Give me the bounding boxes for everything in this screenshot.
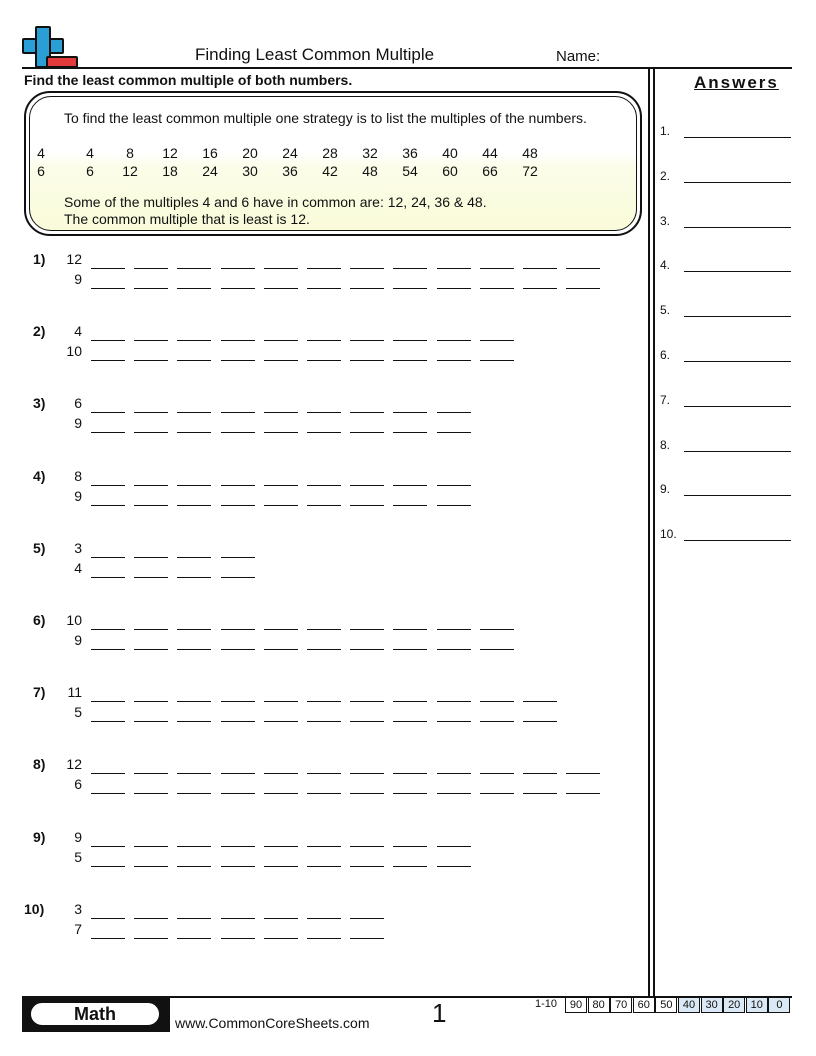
multiple-blank[interactable] [393, 629, 427, 630]
multiple-a: 4 [86, 145, 94, 161]
multiple-a: 40 [442, 145, 458, 161]
multiple-blank[interactable] [177, 866, 211, 867]
multiple-blank[interactable] [264, 793, 298, 794]
multiple-blank[interactable] [221, 505, 255, 506]
multiple-blank[interactable] [264, 340, 298, 341]
multiple-blank[interactable] [264, 701, 298, 702]
problem-value-b: 5 [74, 704, 82, 720]
answer-divider-right [653, 67, 655, 997]
multiple-blank[interactable] [177, 577, 211, 578]
multiple-blank[interactable] [350, 485, 384, 486]
multiple-b: 60 [442, 163, 458, 179]
multiple-blank[interactable] [307, 918, 341, 919]
multiple-blank[interactable] [437, 629, 471, 630]
problem-number: 10) [24, 901, 45, 917]
multiple-blank[interactable] [134, 649, 168, 650]
multiple-blank[interactable] [91, 629, 125, 630]
multiple-blank[interactable] [221, 773, 255, 774]
footer-url: www.CommonCoreSheets.com [175, 1015, 370, 1031]
problem-value-b: 9 [74, 488, 82, 504]
multiple-b: 66 [482, 163, 498, 179]
problem-value-a: 11 [67, 684, 82, 700]
multiple-a: 8 [126, 145, 134, 161]
multiple-blank[interactable] [307, 340, 341, 341]
multiple-blank[interactable] [134, 412, 168, 413]
answer-label: 2. [660, 169, 671, 183]
multiple-blank[interactable] [523, 793, 557, 794]
multiple-blank[interactable] [393, 485, 427, 486]
answer-field[interactable] [684, 316, 791, 317]
multiple-blank[interactable] [221, 577, 255, 578]
score-cell: 30 [701, 997, 723, 1013]
problem-value-b: 9 [74, 415, 82, 431]
problem-value-a: 10 [66, 612, 82, 628]
score-cell: 0 [768, 997, 790, 1013]
header-rule [22, 67, 792, 69]
multiples-row-b [30, 163, 636, 180]
multiple-blank[interactable] [307, 485, 341, 486]
subject-badge: Math [27, 999, 163, 1029]
problem-value-b: 6 [74, 776, 82, 792]
answer-label: 7. [660, 393, 671, 407]
multiple-blank[interactable] [221, 432, 255, 433]
multiple-blank[interactable] [437, 793, 471, 794]
multiple-blank[interactable] [264, 629, 298, 630]
multiple-blank[interactable] [177, 288, 211, 289]
multiple-blank[interactable] [480, 268, 514, 269]
multiple-blank[interactable] [566, 268, 600, 269]
multiple-blank[interactable] [91, 701, 125, 702]
multiple-blank[interactable] [480, 721, 514, 722]
answer-divider-left [648, 67, 650, 997]
multiple-blank[interactable] [91, 268, 125, 269]
answers-heading: Answers [694, 73, 779, 92]
multiple-blank[interactable] [91, 340, 125, 341]
score-range-label: 1-10 [535, 998, 558, 1010]
instructions: Find the least common multiple of both numbers. [24, 72, 353, 88]
multiple-blank[interactable] [437, 721, 471, 722]
multiples-row-a [30, 145, 636, 162]
multiple-blank[interactable] [437, 485, 471, 486]
problem-number: 8) [33, 756, 46, 772]
multiple-blank[interactable] [437, 773, 471, 774]
multiple-blank[interactable] [393, 793, 427, 794]
multiple-blank[interactable] [307, 360, 341, 361]
score-cell: 90 [565, 997, 587, 1013]
multiple-blank[interactable] [350, 432, 384, 433]
multiple-blank[interactable] [264, 866, 298, 867]
multiple-blank[interactable] [350, 701, 384, 702]
example-common: Some of the multiples 4 and 6 have in common are: 12, 24, 36 & 48. [64, 194, 487, 210]
example-least: The common multiple that is least is 12. [64, 211, 310, 227]
multiple-blank[interactable] [91, 557, 125, 558]
multiple-blank[interactable] [134, 866, 168, 867]
multiple-blank[interactable] [437, 412, 471, 413]
multiple-blank[interactable] [437, 846, 471, 847]
multiple-blank[interactable] [437, 268, 471, 269]
multiple-blank[interactable] [264, 288, 298, 289]
multiple-blank[interactable] [523, 288, 557, 289]
multiple-blank[interactable] [134, 773, 168, 774]
multiple-a: 20 [242, 145, 258, 161]
multiple-b: 6 [86, 163, 94, 179]
multiple-blank[interactable] [393, 360, 427, 361]
multiple-blank[interactable] [91, 938, 125, 939]
multiple-blank[interactable] [264, 412, 298, 413]
answer-label: 6. [660, 348, 671, 362]
multiple-blank[interactable] [134, 288, 168, 289]
score-cell: 10 [746, 997, 768, 1013]
multiple-blank[interactable] [177, 432, 211, 433]
multiple-blank[interactable] [91, 288, 125, 289]
multiple-blank[interactable] [523, 268, 557, 269]
multiple-blank[interactable] [134, 721, 168, 722]
multiple-blank[interactable] [264, 938, 298, 939]
multiple-blank[interactable] [350, 412, 384, 413]
multiple-a: 16 [202, 145, 218, 161]
multiple-blank[interactable] [523, 773, 557, 774]
problem-value-b: 7 [74, 921, 82, 937]
multiple-blank[interactable] [566, 288, 600, 289]
multiple-blank[interactable] [134, 938, 168, 939]
multiple-blank[interactable] [264, 485, 298, 486]
multiple-blank[interactable] [350, 866, 384, 867]
multiple-blank[interactable] [177, 846, 211, 847]
problem-value-b: 10 [66, 343, 82, 359]
multiple-blank[interactable] [177, 557, 211, 558]
multiple-blank[interactable] [437, 432, 471, 433]
multiple-a: 28 [322, 145, 338, 161]
problem-number: 6) [33, 612, 46, 628]
answer-field[interactable] [684, 182, 791, 183]
answer-label: 4. [660, 258, 671, 272]
multiple-blank[interactable] [221, 557, 255, 558]
multiple-blank[interactable] [177, 918, 211, 919]
multiple-blank[interactable] [480, 649, 514, 650]
answer-label: 9. [660, 482, 671, 496]
multiple-blank[interactable] [91, 793, 125, 794]
multiple-a: 36 [402, 145, 418, 161]
multiple-blank[interactable] [480, 340, 514, 341]
problem-value-b: 9 [74, 632, 82, 648]
multiple-blank[interactable] [91, 485, 125, 486]
problem-value-a: 12 [66, 756, 82, 772]
multiple-blank[interactable] [221, 721, 255, 722]
multiple-blank[interactable] [264, 721, 298, 722]
multiple-blank[interactable] [134, 485, 168, 486]
multiple-blank[interactable] [480, 773, 514, 774]
multiple-blank[interactable] [566, 773, 600, 774]
multiple-a: 32 [362, 145, 378, 161]
problem-number: 1) [33, 251, 46, 267]
multiple-blank[interactable] [307, 629, 341, 630]
multiple-blank[interactable] [350, 288, 384, 289]
multiple-blank[interactable] [264, 268, 298, 269]
multiple-blank[interactable] [350, 846, 384, 847]
problem-value-a: 12 [66, 251, 82, 267]
page-number: 1 [432, 998, 447, 1028]
multiple-blank[interactable] [221, 629, 255, 630]
multiple-blank[interactable] [91, 649, 125, 650]
problem-value-b: 9 [74, 271, 82, 287]
multiple-blank[interactable] [221, 918, 255, 919]
multiple-blank[interactable] [393, 412, 427, 413]
multiple-blank[interactable] [393, 773, 427, 774]
multiple-blank[interactable] [566, 793, 600, 794]
multiple-blank[interactable] [350, 360, 384, 361]
multiple-blank[interactable] [91, 721, 125, 722]
multiple-blank[interactable] [264, 846, 298, 847]
multiple-blank[interactable] [350, 505, 384, 506]
example-box [24, 91, 642, 236]
multiple-blank[interactable] [437, 340, 471, 341]
multiple-blank[interactable] [134, 360, 168, 361]
multiple-blank[interactable] [177, 360, 211, 361]
multiple-blank[interactable] [393, 505, 427, 506]
multiple-blank[interactable] [177, 412, 211, 413]
multiple-blank[interactable] [307, 505, 341, 506]
multiple-blank[interactable] [350, 721, 384, 722]
answer-label: 8. [660, 438, 671, 452]
multiple-blank[interactable] [350, 649, 384, 650]
multiple-blank[interactable] [264, 649, 298, 650]
problem-number: 3) [33, 395, 46, 411]
multiple-blank[interactable] [221, 701, 255, 702]
multiple-blank[interactable] [134, 505, 168, 506]
multiple-blank[interactable] [350, 340, 384, 341]
page-title: Finding Least Common Multiple [195, 45, 435, 64]
multiple-blank[interactable] [393, 649, 427, 650]
multiple-blank[interactable] [437, 866, 471, 867]
multiple-blank[interactable] [91, 577, 125, 578]
problem-value-b: 5 [74, 849, 82, 865]
multiple-b: 30 [242, 163, 258, 179]
multiple-blank[interactable] [221, 866, 255, 867]
multiple-blank[interactable] [393, 866, 427, 867]
multiple-blank[interactable] [393, 432, 427, 433]
answer-field[interactable] [684, 451, 791, 452]
multiple-blank[interactable] [221, 793, 255, 794]
multiple-blank[interactable] [177, 629, 211, 630]
problem-value-a: 4 [74, 323, 82, 339]
multiple-blank[interactable] [91, 918, 125, 919]
score-cell: 20 [723, 997, 745, 1013]
multiple-blank[interactable] [307, 288, 341, 289]
multiple-blank[interactable] [134, 557, 168, 558]
score-cell: 70 [610, 997, 632, 1013]
multiple-blank[interactable] [350, 918, 384, 919]
multiple-blank[interactable] [393, 288, 427, 289]
multiple-b: 42 [322, 163, 338, 179]
multiple-blank[interactable] [393, 701, 427, 702]
row-a-label: 4 [37, 145, 45, 161]
multiple-blank[interactable] [177, 340, 211, 341]
multiple-blank[interactable] [523, 721, 557, 722]
problem-value-a: 3 [74, 901, 82, 917]
multiple-blank[interactable] [134, 432, 168, 433]
multiple-blank[interactable] [307, 793, 341, 794]
multiple-blank[interactable] [177, 268, 211, 269]
multiple-a: 24 [282, 145, 298, 161]
multiple-blank[interactable] [480, 288, 514, 289]
problem-number: 7) [33, 684, 46, 700]
score-cell: 40 [678, 997, 700, 1013]
answer-label: 10. [660, 527, 677, 541]
multiple-blank[interactable] [264, 505, 298, 506]
multiple-blank[interactable] [221, 846, 255, 847]
problem-number: 4) [33, 468, 46, 484]
problem-value-a: 8 [74, 468, 82, 484]
multiple-blank[interactable] [264, 773, 298, 774]
multiple-blank[interactable] [307, 938, 341, 939]
multiple-blank[interactable] [134, 793, 168, 794]
answer-field[interactable] [684, 271, 791, 272]
answer-label: 5. [660, 303, 671, 317]
multiple-blank[interactable] [523, 701, 557, 702]
multiple-blank[interactable] [437, 505, 471, 506]
row-b-label: 6 [37, 163, 45, 179]
multiple-blank[interactable] [264, 360, 298, 361]
multiple-blank[interactable] [221, 412, 255, 413]
multiple-blank[interactable] [177, 938, 211, 939]
multiple-blank[interactable] [307, 268, 341, 269]
multiple-blank[interactable] [264, 432, 298, 433]
multiple-blank[interactable] [134, 340, 168, 341]
multiple-blank[interactable] [221, 649, 255, 650]
multiple-a: 44 [482, 145, 498, 161]
multiple-blank[interactable] [177, 649, 211, 650]
answer-field[interactable] [684, 406, 791, 407]
multiple-blank[interactable] [221, 340, 255, 341]
multiple-blank[interactable] [350, 938, 384, 939]
example-intro: To find the least common multiple one strategy is to list the multiples of the numbers. [64, 110, 587, 126]
multiple-b: 36 [282, 163, 298, 179]
score-cell: 50 [655, 997, 677, 1013]
multiple-blank[interactable] [91, 412, 125, 413]
multiple-blank[interactable] [307, 866, 341, 867]
answer-label: 3. [660, 214, 671, 228]
multiple-blank[interactable] [177, 793, 211, 794]
multiple-blank[interactable] [393, 340, 427, 341]
multiple-b: 72 [522, 163, 538, 179]
multiple-blank[interactable] [393, 721, 427, 722]
multiple-blank[interactable] [177, 505, 211, 506]
multiple-blank[interactable] [480, 701, 514, 702]
multiple-blank[interactable] [91, 773, 125, 774]
answer-field[interactable] [684, 495, 791, 496]
answer-field[interactable] [684, 540, 791, 541]
answer-label: 1. [660, 124, 671, 138]
multiple-blank[interactable] [177, 485, 211, 486]
multiple-b: 54 [402, 163, 418, 179]
multiple-blank[interactable] [91, 432, 125, 433]
multiple-b: 18 [162, 163, 178, 179]
multiple-a: 12 [162, 145, 178, 161]
name-label: Name: [556, 48, 601, 65]
multiple-blank[interactable] [221, 268, 255, 269]
answer-field[interactable] [684, 227, 791, 228]
problem-number: 2) [33, 323, 46, 339]
multiple-blank[interactable] [350, 268, 384, 269]
score-cell: 60 [633, 997, 655, 1013]
multiple-blank[interactable] [350, 793, 384, 794]
multiple-blank[interactable] [91, 846, 125, 847]
multiple-blank[interactable] [264, 918, 298, 919]
multiple-blank[interactable] [307, 773, 341, 774]
multiple-blank[interactable] [307, 846, 341, 847]
multiple-blank[interactable] [350, 773, 384, 774]
multiple-blank[interactable] [307, 649, 341, 650]
multiple-blank[interactable] [307, 412, 341, 413]
multiple-blank[interactable] [437, 701, 471, 702]
multiple-b: 48 [362, 163, 378, 179]
score-cell: 80 [588, 997, 610, 1013]
multiple-blank[interactable] [437, 649, 471, 650]
answer-field[interactable] [684, 361, 791, 362]
answer-field[interactable] [684, 137, 791, 138]
multiple-blank[interactable] [221, 360, 255, 361]
problem-value-a: 3 [74, 540, 82, 556]
multiple-blank[interactable] [480, 629, 514, 630]
multiple-blank[interactable] [221, 938, 255, 939]
multiple-blank[interactable] [393, 268, 427, 269]
multiple-blank[interactable] [91, 866, 125, 867]
problem-value-b: 4 [74, 560, 82, 576]
multiple-blank[interactable] [134, 577, 168, 578]
multiple-blank[interactable] [91, 360, 125, 361]
multiple-blank[interactable] [177, 701, 211, 702]
multiple-blank[interactable] [350, 629, 384, 630]
multiple-blank[interactable] [437, 360, 471, 361]
multiple-a: 48 [522, 145, 538, 161]
problem-value-a: 9 [74, 829, 82, 845]
multiple-blank[interactable] [221, 485, 255, 486]
multiple-blank[interactable] [134, 629, 168, 630]
multiple-blank[interactable] [480, 360, 514, 361]
multiple-blank[interactable] [134, 918, 168, 919]
problem-number: 5) [33, 540, 46, 556]
multiple-blank[interactable] [134, 846, 168, 847]
problem-number: 9) [33, 829, 46, 845]
multiple-blank[interactable] [393, 846, 427, 847]
multiple-blank[interactable] [134, 268, 168, 269]
multiple-blank[interactable] [91, 505, 125, 506]
multiple-blank[interactable] [437, 288, 471, 289]
multiple-blank[interactable] [307, 701, 341, 702]
multiple-b: 12 [122, 163, 138, 179]
multiple-b: 24 [202, 163, 218, 179]
multiple-blank[interactable] [177, 773, 211, 774]
multiple-blank[interactable] [307, 721, 341, 722]
multiple-blank[interactable] [480, 793, 514, 794]
multiple-blank[interactable] [307, 432, 341, 433]
multiple-blank[interactable] [177, 721, 211, 722]
problem-value-a: 6 [74, 395, 82, 411]
multiple-blank[interactable] [134, 701, 168, 702]
multiple-blank[interactable] [221, 288, 255, 289]
